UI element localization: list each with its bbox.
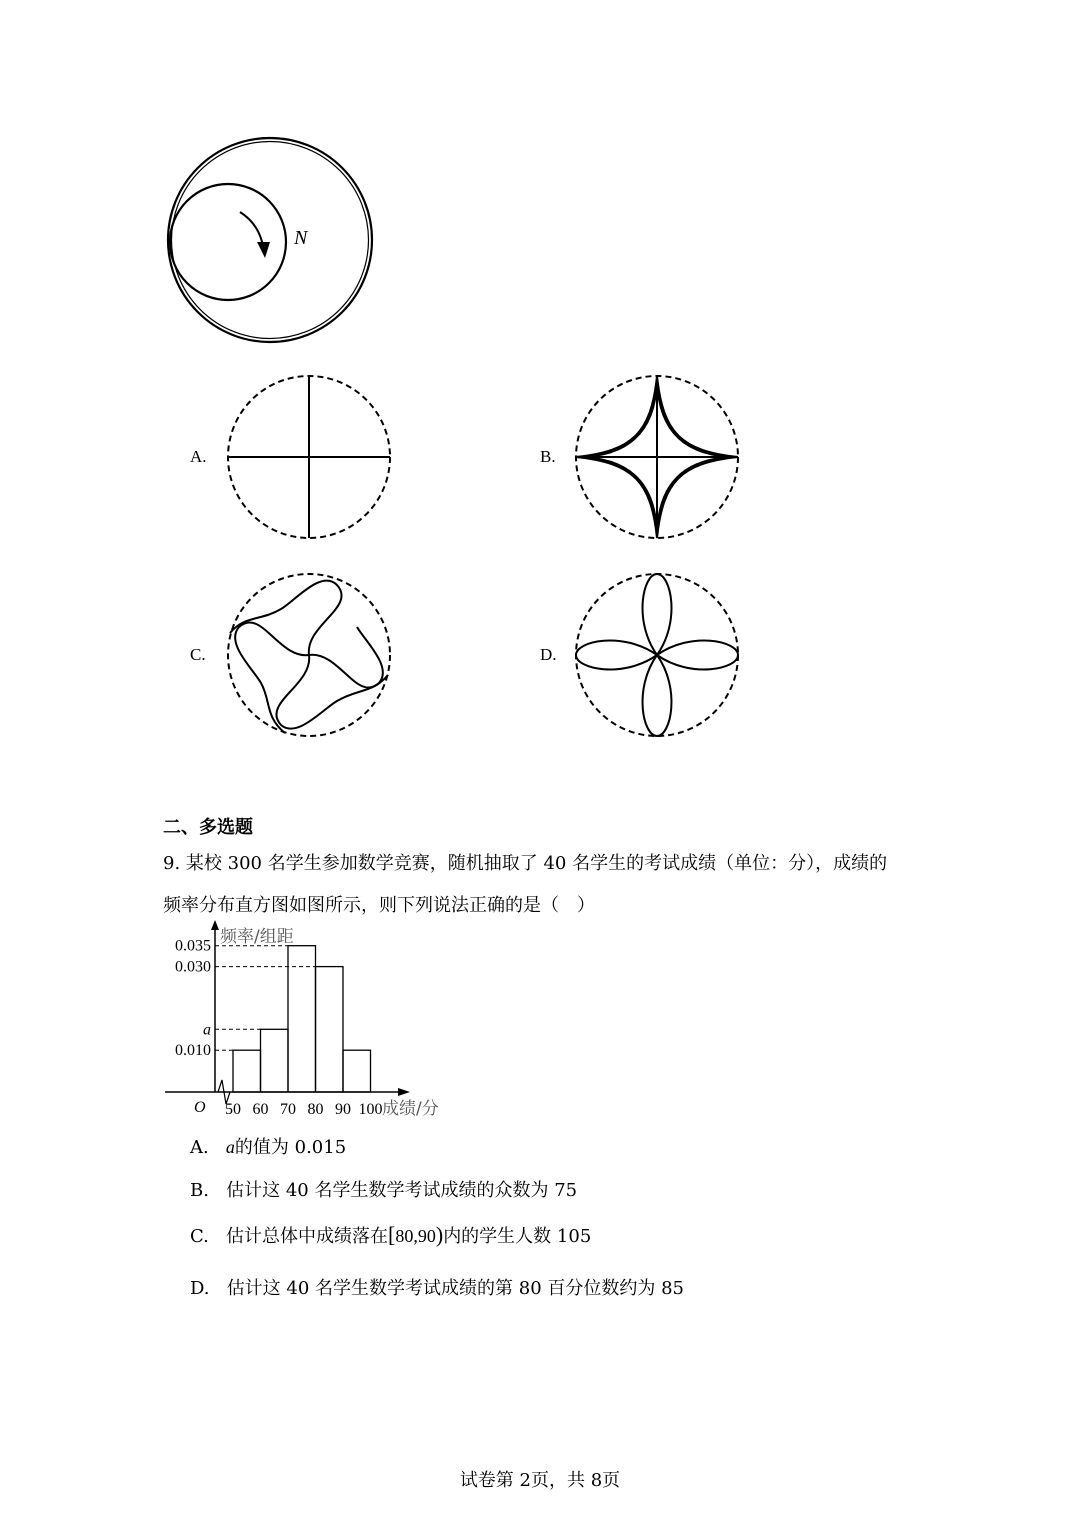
y-axis-arrow-icon	[211, 920, 219, 930]
x-axis-label: 成绩/分	[382, 1099, 439, 1119]
answer-c-rbracket: )	[435, 1222, 444, 1247]
histogram-bar	[233, 1050, 261, 1092]
answer-c-letter: C.	[190, 1226, 209, 1247]
answer-d	[190, 1274, 684, 1300]
outer-circle	[168, 138, 372, 342]
option-d-letter: D.	[540, 645, 557, 664]
tangent-circles-figure	[160, 130, 380, 350]
option-c-figure	[225, 571, 393, 739]
option-d-figure	[573, 571, 741, 739]
y-tick-label: 0.030	[175, 958, 211, 976]
answer-a	[190, 1133, 346, 1159]
answer-b-letter: B.	[190, 1180, 209, 1201]
option-c-letter: C.	[190, 645, 206, 664]
histogram-bar	[261, 1029, 289, 1092]
answer-c-interval: 80,90	[395, 1226, 436, 1246]
option-a-figure	[225, 373, 393, 541]
option-a-letter: A.	[190, 447, 207, 466]
frequency-histogram	[160, 920, 460, 1120]
question-line-1	[163, 849, 887, 875]
question-number: 9.	[163, 853, 181, 874]
x-tick-label: 50	[225, 1101, 241, 1118]
y-tick-label: 0.035	[175, 937, 211, 955]
x-tick-label: 60	[252, 1101, 269, 1118]
question-line-2: 频率分布直方图如图所示，则下列说法正确的是（ ）	[163, 895, 595, 916]
answer-b-text: 估计这 40 名学生数学考试成绩的众数为 75	[226, 1180, 578, 1201]
x-tick-label: 70	[280, 1101, 296, 1118]
answer-c-pre: 估计总体中成绩落在	[226, 1226, 389, 1247]
x-tick-label: 100	[358, 1101, 383, 1118]
y-tick-label: 0.010	[175, 1042, 211, 1060]
answer-a-text: 的值为 0.015	[234, 1137, 347, 1158]
answer-c	[190, 1222, 591, 1248]
histogram-bar	[316, 967, 344, 1092]
histogram-bar	[288, 946, 316, 1092]
option-b-figure	[573, 373, 741, 541]
x-tick-label: 80	[307, 1101, 324, 1118]
answer-a-letter: A.	[190, 1137, 209, 1158]
y-tick-label: a	[203, 1021, 211, 1039]
answer-a-var: a	[225, 1137, 235, 1157]
section-heading: 二、多选题	[163, 817, 253, 838]
y-axis-label: 频率/组距	[220, 927, 294, 947]
origin-label: O	[194, 1099, 206, 1116]
answer-d-letter: D.	[190, 1278, 210, 1299]
x-axis-arrow-icon	[398, 1088, 410, 1096]
label-n: N	[294, 227, 308, 249]
arrow-head-icon	[257, 242, 270, 258]
answer-b	[190, 1176, 577, 1202]
option-b-letter: B.	[540, 447, 556, 466]
answer-c-post: 内的学生人数 105	[443, 1226, 592, 1247]
page-footer: 试卷第 2页，共 8页	[459, 1470, 621, 1491]
histogram-bar	[343, 1050, 371, 1092]
question-text-1: 某校 300 名学生参加数学竞赛，随机抽取了 40 名学生的考试成绩（单位：分），成绩的	[185, 853, 888, 874]
answer-d-text: 估计这 40 名学生数学考试成绩的第 80 百分位数约为 85	[226, 1278, 685, 1299]
answer-c-lbracket: [	[388, 1222, 396, 1247]
x-tick-label: 90	[335, 1101, 351, 1118]
